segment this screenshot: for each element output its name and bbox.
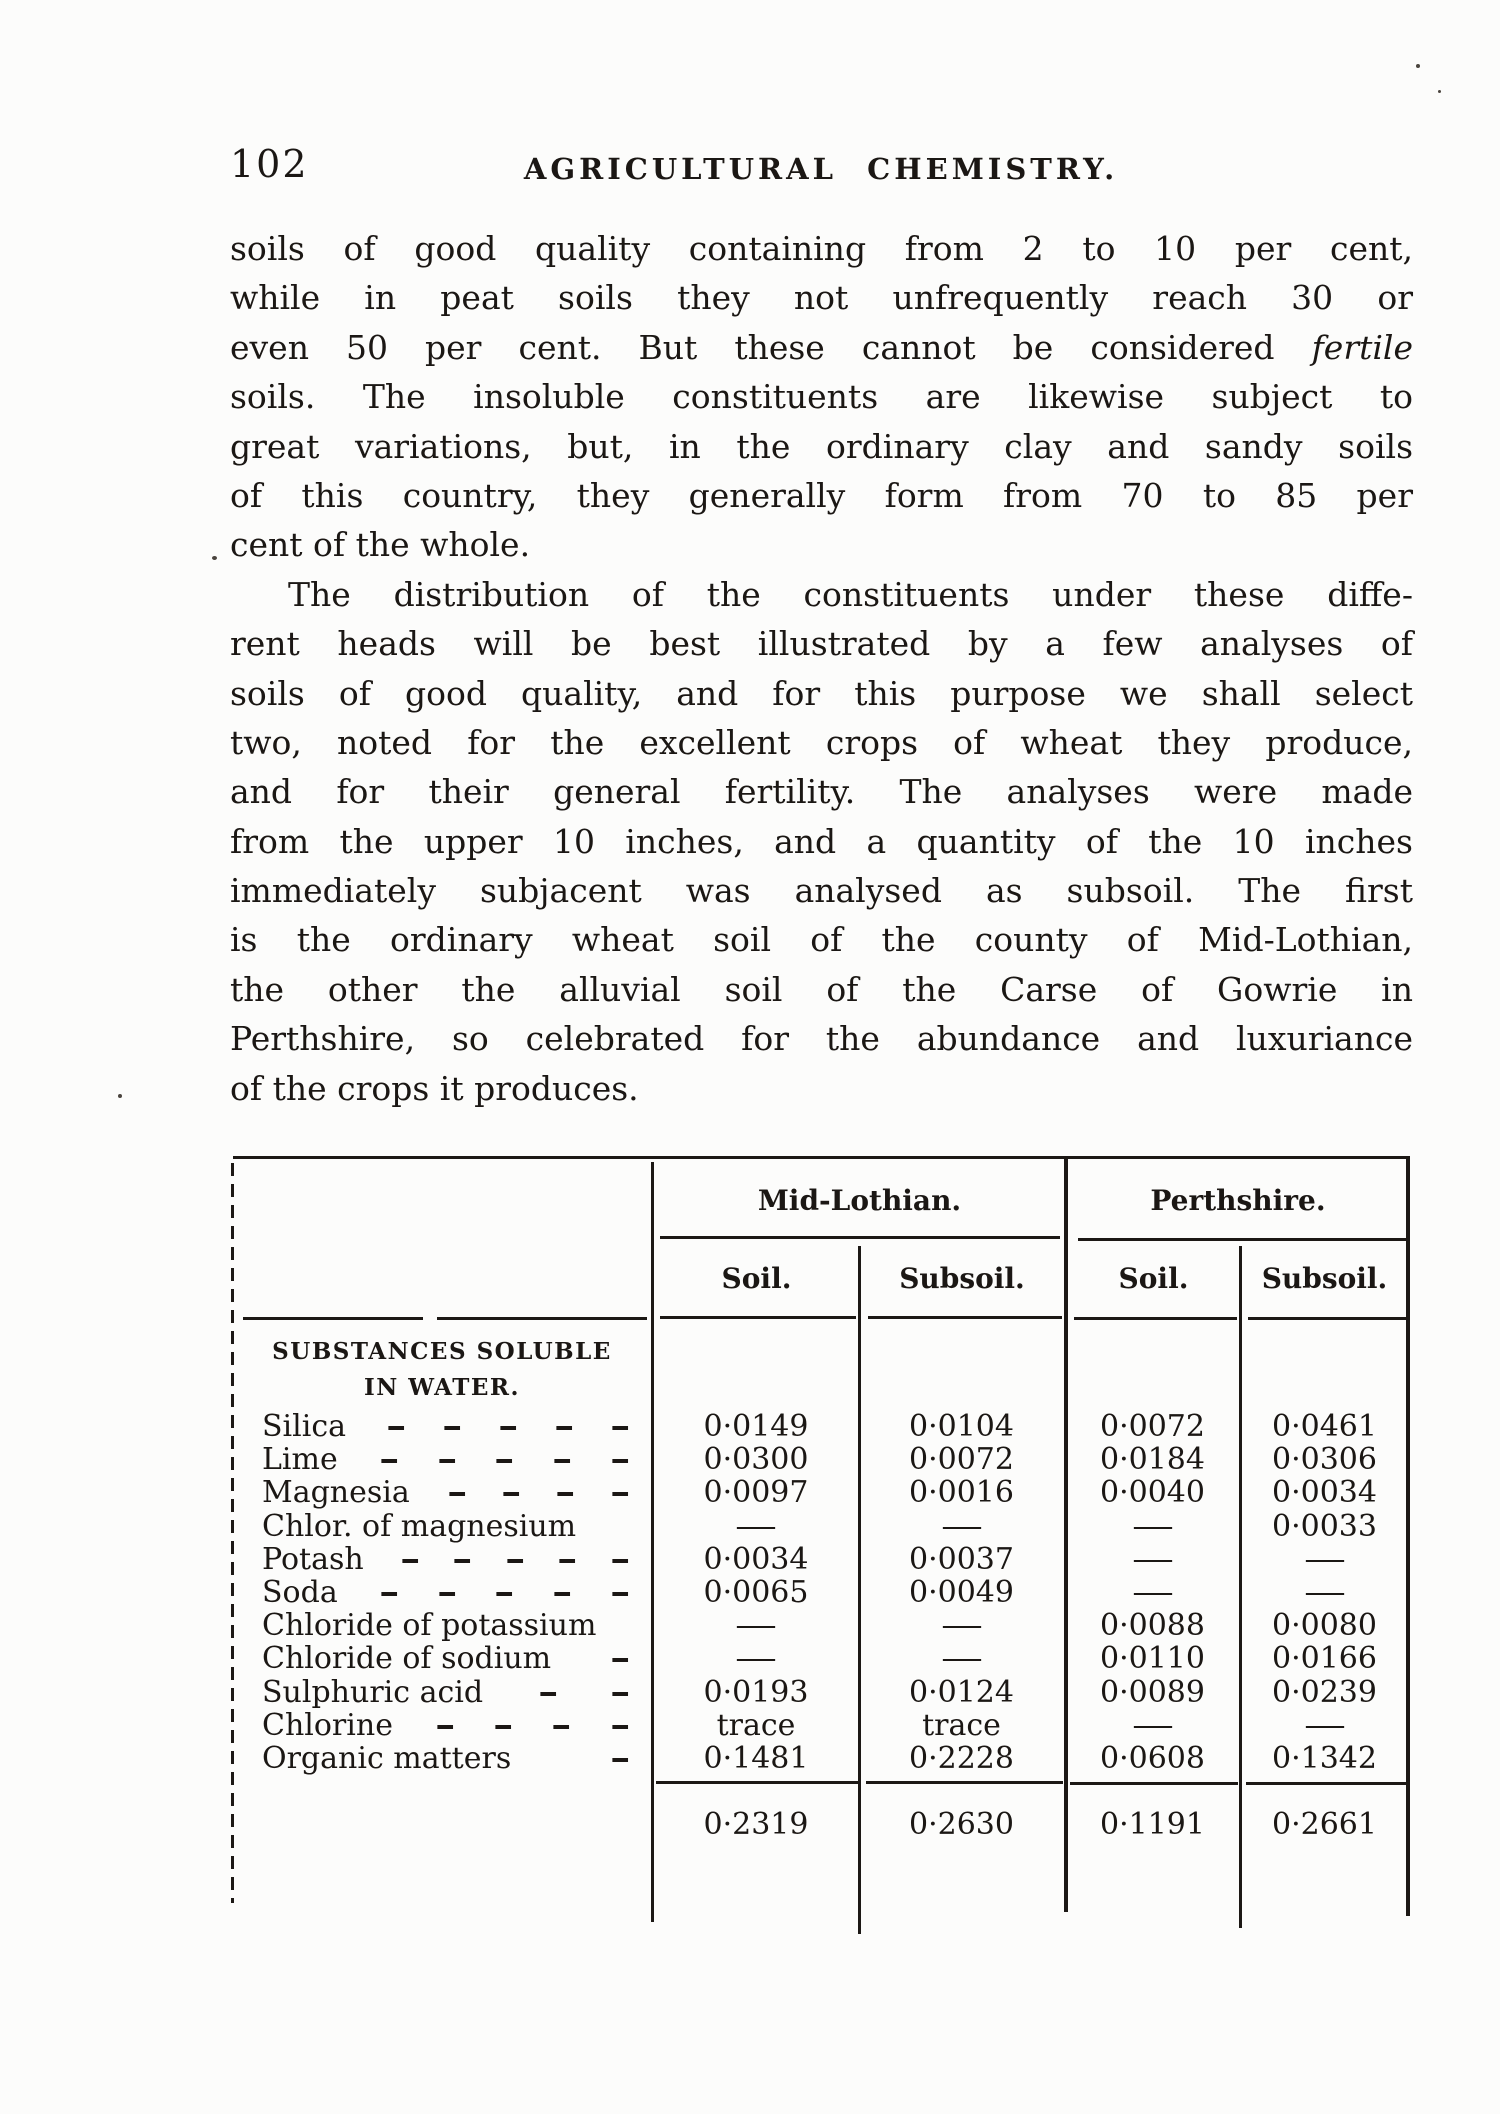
table-cell-value: 0·0072 (909, 1442, 1014, 1477)
table-cell-value: 0·1481 (703, 1741, 809, 1776)
row-label-leader-dash: - (492, 1708, 514, 1743)
row-label-leader-dash: - (609, 1442, 631, 1477)
table-rule-total-col1 (656, 1781, 858, 1784)
table-cell-value (656, 1510, 856, 1543)
row-label-text: Potash (262, 1542, 364, 1577)
body-text-segment: soils. The insoluble constituents are likewise subject to (230, 377, 1413, 417)
table-cell-value (656, 1642, 856, 1675)
table-total-value: 0·1191 (1100, 1807, 1205, 1842)
body-text-line (230, 323, 1413, 372)
body-text-line (230, 669, 1413, 718)
body-text (230, 224, 1413, 1113)
body-text-segment: while in peat soils they not unfrequently reach 30 or (230, 278, 1413, 318)
row-label-leader-dash: - (385, 1409, 407, 1444)
row-label-text: Magnesia (262, 1475, 410, 1510)
table-row-label (262, 1510, 634, 1543)
table-cell-value: 0·0072 (1100, 1409, 1205, 1444)
row-label-leader-dash: - (436, 1575, 458, 1610)
body-text-line (230, 1014, 1413, 1063)
table-vline-labels (651, 1162, 654, 1922)
table-rule-top (233, 1156, 1410, 1159)
empty-value-dash: — (1303, 1575, 1346, 1610)
table-cell-value (1243, 1543, 1406, 1576)
table-cell-value: 0·0461 (1272, 1409, 1377, 1444)
table-rule-under-col2 (868, 1316, 1062, 1319)
table-cell-value: 0·0033 (1272, 1509, 1377, 1544)
row-label-leader-dash: - (609, 1708, 631, 1743)
body-text-segment: two, noted for the excellent crops of wheat they produce, (230, 722, 1413, 762)
row-label-leader-dash: - (609, 1575, 631, 1610)
table-row-label (262, 1443, 634, 1476)
body-text-segment: rent heads will be best illustrated by a few analyses of (230, 624, 1413, 664)
row-label-text: Chloride of potassium (262, 1608, 597, 1643)
table-cell-value (861, 1510, 1062, 1543)
row-label-leader-dash: - (609, 1475, 631, 1510)
table-cell-value: trace (922, 1708, 1001, 1743)
body-text-segment: and for their general fertility. The analyses were made (230, 772, 1413, 812)
table-cell-value: 0·0080 (1272, 1608, 1377, 1643)
table-col-header-p-subsoil: Subsoil. (1261, 1262, 1388, 1295)
row-label-leader-dash: - (537, 1675, 559, 1710)
table-cell-value: 0·0149 (703, 1409, 809, 1444)
body-text-segment: great variations, but, in the ordinary clay and sandy soils (230, 426, 1413, 466)
table-row-label (262, 1742, 634, 1775)
table-cell-value: 0·0239 (1272, 1675, 1377, 1710)
body-text-segment: soils of good quality containing from 2 to 10 per cent, (230, 229, 1413, 268)
table-cell-value: 0·0193 (703, 1675, 809, 1710)
table-cell-value: 0·0049 (909, 1575, 1014, 1610)
body-text-line (230, 817, 1413, 866)
body-text-segment: cent of the whole. (230, 525, 531, 565)
row-label-leader-dash: - (550, 1708, 573, 1743)
row-label-text: Lime (262, 1442, 338, 1477)
table-cell-value (1068, 1510, 1237, 1543)
row-label-leader-dash: - (553, 1409, 575, 1444)
body-text-segment: soils of good quality, and for this purpose we shall select (230, 673, 1413, 713)
table-section-header-line1: SUBSTANCES SOLUBLE (272, 1338, 612, 1365)
table-cell-value: 0·0040 (1100, 1475, 1205, 1510)
body-text-segment: from the upper 10 inches, and a quantity of the 10 inches (230, 821, 1413, 861)
table-total-value: 0·2630 (909, 1807, 1014, 1842)
row-label-text: Sulphuric acid (262, 1675, 484, 1710)
row-label-leader-dash: - (447, 1475, 469, 1510)
table-rule-under-perthshire (1078, 1238, 1408, 1241)
scan-artifact-dot (212, 556, 217, 560)
table-row-label (262, 1543, 634, 1576)
row-label-leader-dash: - (555, 1475, 577, 1510)
body-text-segment: even 50 per cent. But these cannot be considered (230, 327, 1312, 367)
row-label-leader-dash: - (436, 1442, 458, 1477)
row-label-leader-dash: - (609, 1741, 631, 1776)
row-label-text: Soda (262, 1575, 338, 1610)
table-total-value: 0·2319 (703, 1807, 809, 1842)
table-cell-value (1068, 1543, 1237, 1576)
table-cell-value (861, 1609, 1062, 1642)
table-rule-under-col4 (1248, 1317, 1408, 1320)
table-rule-under-stub-b (437, 1317, 647, 1320)
body-text-segment: immediately subjacent was analysed as subsoil. The first (230, 871, 1413, 911)
table-rule-under-midlothian (660, 1236, 1060, 1239)
empty-value-dash: — (1131, 1708, 1174, 1743)
table-cell-value: 0·0089 (1100, 1675, 1205, 1710)
page-number: 102 (230, 142, 309, 186)
empty-value-dash: — (940, 1509, 983, 1544)
empty-value-dash: — (735, 1608, 777, 1643)
table-row-label (262, 1709, 634, 1742)
table-cell-value: 0·0124 (909, 1675, 1014, 1710)
row-label-leader-dash: - (504, 1542, 526, 1577)
row-label-leader-dash: - (493, 1575, 516, 1610)
table-row-label (262, 1576, 634, 1609)
body-text-line (230, 767, 1413, 816)
scan-artifact-dot (1438, 90, 1441, 93)
body-text-line (230, 224, 1413, 273)
body-text-line (230, 718, 1413, 767)
scan-artifact-dot (1416, 64, 1420, 68)
table-cell-value: 0·2228 (909, 1741, 1014, 1776)
body-text-segment: of this country, they generally form from 70 to 85 per (230, 475, 1413, 515)
table-cell-value: 0·0608 (1100, 1741, 1205, 1776)
body-text-line (230, 372, 1413, 421)
table-cell-value: 0·0300 (703, 1442, 809, 1477)
running-title: AGRICULTURAL CHEMISTRY. (523, 152, 1119, 186)
table-cell-value: trace (716, 1708, 796, 1743)
table-cell-value (1243, 1709, 1406, 1742)
table-cell-value: 0·0110 (1100, 1641, 1205, 1676)
table-section-header-line2: IN WATER. (363, 1374, 520, 1401)
table-border-left-dashed (231, 1163, 234, 1903)
table-cell-value: 0·0306 (1272, 1442, 1377, 1477)
table-cell-value: 0·0034 (1272, 1475, 1377, 1510)
empty-value-dash: — (1131, 1575, 1174, 1610)
row-label-leader-dash: - (497, 1409, 519, 1444)
table-rule-total-col4 (1246, 1782, 1408, 1785)
row-label-leader-dash: - (378, 1575, 400, 1610)
body-text-line (230, 520, 1413, 569)
table-rule-total-col2 (866, 1781, 1063, 1784)
table-cell-value: 0·0016 (909, 1475, 1014, 1510)
table-rule-under-col1 (660, 1316, 856, 1319)
row-label-leader-dash: - (399, 1542, 421, 1577)
table-group-header-midlothian: Mid-Lothian. (757, 1184, 962, 1217)
table-cell-value: 0·0065 (703, 1575, 809, 1610)
empty-value-dash: — (1303, 1708, 1346, 1743)
table-col-header-ml-subsoil: Subsoil. (899, 1262, 1025, 1295)
empty-value-dash: — (1131, 1542, 1174, 1577)
table-cell-value: 0·0104 (909, 1409, 1014, 1444)
table-group-header-perthshire: Perthshire. (1150, 1184, 1326, 1217)
empty-value-dash: — (940, 1641, 983, 1676)
row-label-text: Silica (262, 1409, 347, 1444)
body-text-segment: of the crops it produces. (230, 1068, 639, 1108)
row-label-leader-dash: - (609, 1675, 631, 1710)
body-text-line (230, 915, 1413, 964)
row-label-leader-dash: - (378, 1442, 400, 1477)
table-cell-value: 0·0088 (1100, 1608, 1205, 1643)
table-cell-value (656, 1609, 856, 1642)
empty-value-dash: — (940, 1608, 983, 1643)
row-label-leader-dash: - (493, 1442, 516, 1477)
table-row-label (262, 1476, 634, 1509)
table-row-label (262, 1410, 634, 1443)
body-text-italic-segment: fertile (1311, 327, 1413, 367)
row-label-text: Organic matters (262, 1741, 512, 1776)
table-cell-value (1243, 1576, 1406, 1609)
table-cell-value (1068, 1709, 1237, 1742)
row-label-leader-dash: - (556, 1542, 578, 1577)
table-col-header-p-soil: Soil. (1118, 1262, 1189, 1295)
body-text-line (230, 619, 1413, 668)
body-text-segment: the other the alluvial soil of the Carse of Gowrie in (230, 969, 1413, 1009)
empty-value-dash: — (1131, 1509, 1174, 1544)
body-text-line (230, 471, 1413, 520)
row-label-leader-dash: - (609, 1641, 631, 1676)
row-label-leader-dash: - (441, 1409, 463, 1444)
scan-artifact-dot (118, 1094, 122, 1098)
empty-value-dash: — (1303, 1542, 1346, 1577)
body-text-segment: The distribution of the constituents under these diffe- (288, 574, 1413, 614)
empty-value-dash: — (735, 1641, 777, 1676)
table-row-label (262, 1609, 634, 1642)
row-label-leader-dash: - (609, 1409, 631, 1444)
table-total-value: 0·2661 (1272, 1807, 1377, 1842)
table-cell-value: 0·0166 (1272, 1641, 1377, 1676)
row-label-text: Chlor. of magnesium (262, 1509, 577, 1544)
table-cell-value (861, 1642, 1062, 1675)
body-text-line (230, 570, 1413, 619)
row-label-leader-dash: - (551, 1575, 573, 1610)
body-text-segment: is the ordinary wheat soil of the county of Mid-Lothian, (230, 920, 1413, 960)
table-rule-total-col3 (1070, 1782, 1238, 1785)
row-label-text: Chloride of sodium (262, 1641, 552, 1676)
table-vline-p-mid (1239, 1246, 1242, 1928)
table-rule-under-stub-a (243, 1317, 423, 1320)
row-label-leader-dash: - (551, 1442, 573, 1477)
body-text-line (230, 273, 1413, 322)
row-label-leader-dash: - (451, 1542, 473, 1577)
empty-value-dash: — (735, 1509, 777, 1544)
row-label-leader-dash: - (434, 1708, 456, 1743)
table-row-label (262, 1642, 634, 1675)
table-cell-value (1068, 1576, 1237, 1609)
table-col-header-ml-soil: Soil. (721, 1262, 792, 1295)
row-label-text: Chlorine (262, 1708, 393, 1743)
table-cell-value: 0·0097 (703, 1475, 809, 1510)
body-text-line (230, 866, 1413, 915)
body-text-line (230, 422, 1413, 471)
body-text-line (230, 965, 1413, 1014)
body-text-segment: Perthshire, so celebrated for the abundance and luxuriance (230, 1019, 1413, 1059)
row-label-leader-dash: - (501, 1475, 523, 1510)
table-cell-value: 0·0037 (909, 1542, 1014, 1577)
table-cell-value: 0·1342 (1272, 1741, 1377, 1776)
table-row-label (262, 1676, 634, 1709)
body-text-line (230, 1064, 1413, 1113)
table-cell-value: 0·0034 (703, 1542, 809, 1577)
row-label-leader-dash: - (609, 1542, 631, 1577)
table-cell-value: 0·0184 (1100, 1442, 1205, 1477)
table-rule-under-col3 (1074, 1317, 1237, 1320)
